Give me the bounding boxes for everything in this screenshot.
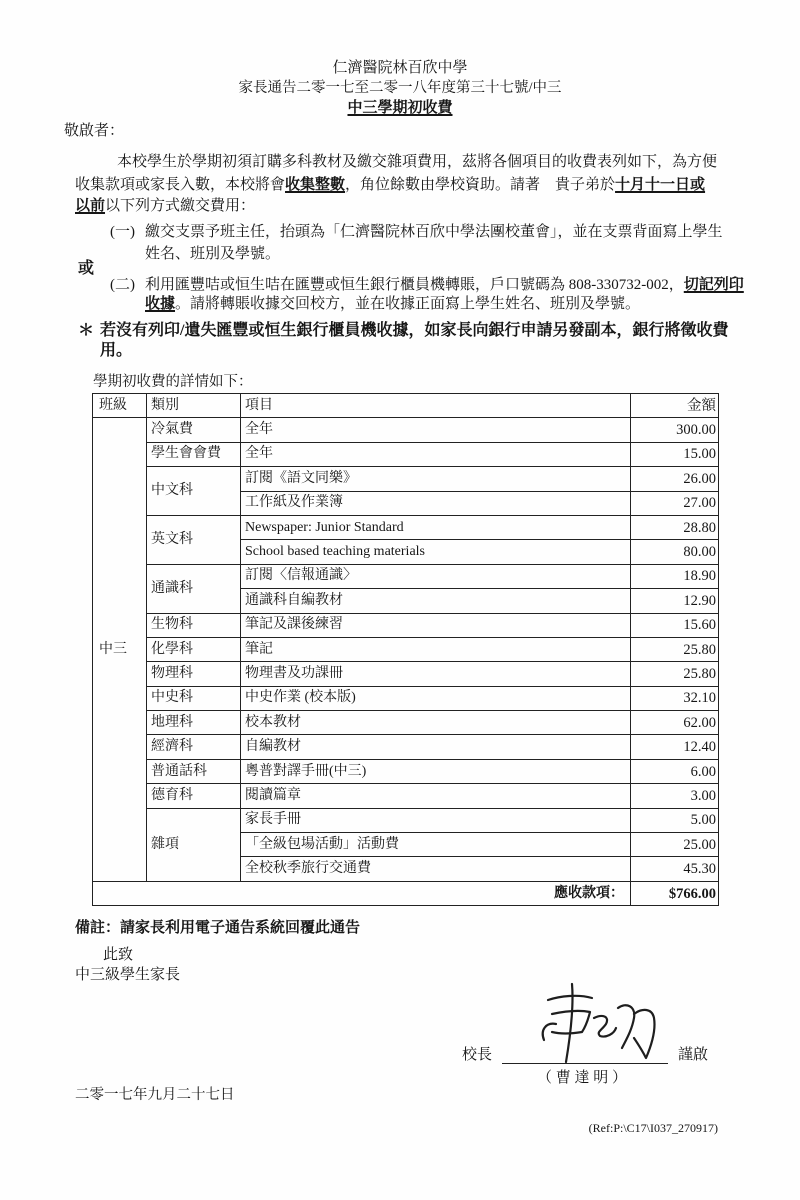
table-row — [93, 759, 719, 783]
deadline-emphasis: 十月十一日或 — [615, 177, 706, 193]
respectfully-label: 謹啟 — [678, 1047, 709, 1063]
item-cell: 訂閱〈信報通識〉 — [241, 564, 631, 588]
amount-cell: 25.00 — [631, 833, 719, 857]
item-cell: 自編教材 — [241, 735, 631, 759]
table-row — [93, 564, 719, 588]
header-category: 類別 — [147, 394, 241, 418]
item-cell: 全年 — [241, 418, 631, 442]
method-2-line-2 — [145, 295, 640, 313]
intro-line-1: 本校學生於學期初須訂購多科教材及繳交雜項費用，茲將各個項目的收費表列如下，為方便 — [117, 154, 718, 170]
amount-cell: 18.90 — [631, 564, 719, 588]
item-cell: 物理書及功課冊 — [241, 662, 631, 686]
table-row — [93, 735, 719, 759]
category-cell: 經濟科 — [147, 735, 241, 759]
table-header-row — [93, 394, 719, 418]
amount-cell: 6.00 — [631, 759, 719, 783]
intro-text: ，角位餘數由學校資助。請著 貴子弟於 — [345, 177, 616, 193]
table-caption: 學期初收費的詳情如下： — [93, 374, 253, 390]
amount-cell: 5.00 — [631, 808, 719, 832]
amount-cell: 25.80 — [631, 662, 719, 686]
method-2-marker: (二) — [110, 277, 135, 293]
amount-cell: 26.00 — [631, 467, 719, 491]
item-cell: 校本教材 — [241, 711, 631, 735]
category-cell: 冷氣費 — [147, 418, 241, 442]
account-number: 808-330732-002 — [568, 277, 669, 293]
remark: 備註：請家長利用電子通告系統回覆此通告 — [75, 920, 361, 936]
item-cell: 粵普對譯手冊(中三) — [241, 759, 631, 783]
method-2-line-1 — [145, 276, 744, 294]
table-row — [93, 442, 719, 466]
item-cell: 家長手冊 — [241, 808, 631, 832]
method-2-text: ， — [668, 277, 684, 293]
signature-image — [530, 978, 670, 1070]
category-cell: 地理科 — [147, 711, 241, 735]
method-1-line-2: 姓名、班別及學號。 — [145, 246, 281, 262]
category-cell: 德育科 — [147, 784, 241, 808]
amount-cell: 12.40 — [631, 735, 719, 759]
principal-label: 校長 — [462, 1047, 493, 1063]
amount-cell: 25.80 — [631, 637, 719, 661]
amount-cell: 300.00 — [631, 418, 719, 442]
notice-title — [0, 99, 800, 117]
table-row — [93, 613, 719, 637]
intro-text: 收集款項或家長入數，本校將會 — [75, 177, 286, 193]
or-label: 或 — [78, 260, 95, 277]
amount-cell: 45.30 — [631, 857, 719, 881]
item-cell: 筆記 — [241, 637, 631, 661]
header-class: 班級 — [93, 394, 147, 418]
reference-code: (Ref:P:\C17\I037_270917) — [588, 1121, 718, 1135]
table-row — [93, 418, 719, 442]
amount-cell: 15.00 — [631, 442, 719, 466]
table-row — [93, 637, 719, 661]
category-cell: 英文科 — [147, 515, 241, 564]
closing-recipient: 中三級學生家長 — [75, 967, 181, 983]
intro-text: 以下列方式繳交費用： — [105, 198, 256, 214]
closing-regards: 此致 — [103, 947, 134, 963]
amount-cell: 12.90 — [631, 589, 719, 613]
category-cell: 化學科 — [147, 637, 241, 661]
table-row — [93, 784, 719, 808]
category-cell: 中文科 — [147, 467, 241, 516]
warning-line-2: 用。 — [100, 342, 133, 359]
item-cell: 全年 — [241, 442, 631, 466]
intro-line-2 — [75, 176, 705, 194]
category-cell: 普通話科 — [147, 759, 241, 783]
signature-drawing — [530, 978, 670, 1070]
table-row — [93, 467, 719, 491]
round-sum-emphasis: 收集整數 — [285, 177, 346, 193]
school-name: 仁濟醫院林百欣中學 — [332, 60, 468, 76]
item-cell: 「全級包場活動」活動費 — [241, 833, 631, 857]
amount-cell: 27.00 — [631, 491, 719, 515]
total-amount: $766.00 — [631, 881, 719, 905]
category-cell: 雜項 — [147, 808, 241, 881]
item-cell: Newspaper: Junior Standard — [241, 515, 631, 539]
category-cell: 中史科 — [147, 686, 241, 710]
item-cell: School based teaching materials — [241, 540, 631, 564]
deadline-emphasis: 以前 — [75, 198, 106, 214]
intro-line-3 — [75, 197, 255, 215]
method-1-line-1: 繳交支票予班主任，抬頭為「仁濟醫院林百欣中學法團校董會」，並在支票背面寫上學生 — [145, 224, 723, 240]
notice-number: 家長通告二零一七至二零一八年度第三十七號/中三 — [238, 80, 562, 96]
amount-cell: 80.00 — [631, 540, 719, 564]
receipt-reminder: 切記列印 — [683, 277, 744, 293]
item-cell: 筆記及課後練習 — [241, 613, 631, 637]
fee-table — [92, 393, 719, 906]
amount-cell: 3.00 — [631, 784, 719, 808]
item-cell: 通識科自編教材 — [241, 589, 631, 613]
item-cell: 工作紙及作業簿 — [241, 491, 631, 515]
item-cell: 中史作業 (校本版) — [241, 686, 631, 710]
category-cell: 通識科 — [147, 564, 241, 613]
table-row — [93, 808, 719, 832]
category-cell: 物理科 — [147, 662, 241, 686]
method-2-text: 利用匯豐咭或恒生咭在匯豐或恒生銀行櫃員機轉賬，戶口號碼為 — [145, 277, 569, 293]
amount-cell: 28.80 — [631, 515, 719, 539]
principal-name: （ 曹 達 明 ） — [537, 1070, 628, 1086]
amount-cell: 15.60 — [631, 613, 719, 637]
category-cell: 生物科 — [147, 613, 241, 637]
header-amount: 金額 — [631, 394, 719, 418]
item-cell: 閱讀篇章 — [241, 784, 631, 808]
class-cell: 中三 — [93, 418, 147, 881]
notice-date: 二零一七年九月二十七日 — [75, 1087, 235, 1103]
item-cell: 全校秋季旅行交通費 — [241, 857, 631, 881]
amount-cell: 62.00 — [631, 711, 719, 735]
table-row — [93, 662, 719, 686]
table-row — [93, 711, 719, 735]
method-2-text: 。請將轉賬收據交回校方，並在收據正面寫上學生姓名、班別及學號。 — [175, 296, 641, 312]
receipt-reminder: 收據 — [145, 296, 176, 312]
total-label: 應收款項： — [93, 881, 631, 905]
table-row — [93, 686, 719, 710]
title-text: 中三學期初收費 — [347, 100, 453, 116]
method-1-marker: (一) — [110, 224, 135, 240]
table-row — [93, 515, 719, 539]
item-cell: 訂閱《語文同樂》 — [241, 467, 631, 491]
amount-cell: 32.10 — [631, 686, 719, 710]
header-item: 項目 — [241, 394, 631, 418]
warning-asterisk: ＊ — [78, 322, 95, 339]
category-cell: 學生會會費 — [147, 442, 241, 466]
salutation: 敬啟者： — [64, 123, 125, 139]
warning-line-1: 若沒有列印/遺失匯豐或恒生銀行櫃員機收據，如家長向銀行申請另發副本，銀行將徵收費 — [100, 322, 729, 339]
signature-line — [502, 1063, 668, 1064]
table-total-row — [93, 881, 719, 905]
